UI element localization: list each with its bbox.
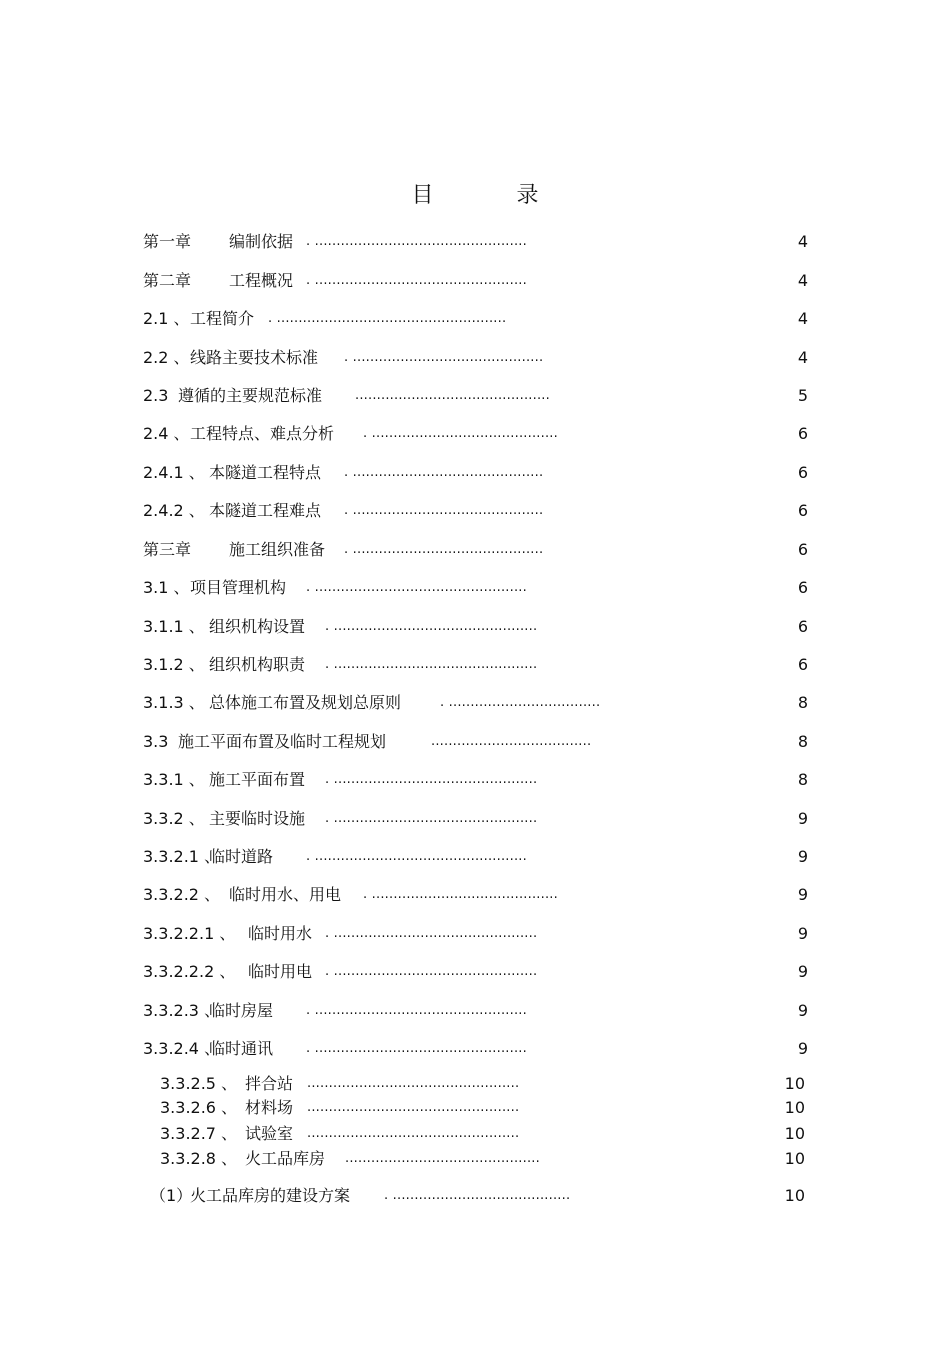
toc-entry[interactable] <box>143 768 808 792</box>
toc-entry-page-number: 4 <box>797 348 808 367</box>
toc-entry-leader-dots: . ..................................................... <box>268 311 507 326</box>
toc-entry-number: 2.1 、 <box>143 309 190 328</box>
toc-entry-leader-dots: . ............................................... <box>325 619 538 634</box>
toc-entry-number: 3.1.3 、 <box>143 693 205 712</box>
toc-entry[interactable] <box>143 845 808 869</box>
toc-entry-leader-dots: . ............................................... <box>325 657 538 672</box>
toc-entry-title: 编制依据 <box>229 232 294 251</box>
toc-entry[interactable] <box>160 1147 820 1171</box>
toc-entry-page-number: 9 <box>797 809 808 828</box>
toc-entry-number: 3.1.1 、 <box>143 617 205 636</box>
toc-entry-leader-dots: ............................................. <box>355 388 550 403</box>
toc-entry[interactable] <box>143 269 808 293</box>
toc-entry[interactable] <box>160 1122 820 1146</box>
toc-entry-leader-dots: ................................................. <box>307 1100 520 1115</box>
toc-entry-title: 总体施工布置及规划总原则 <box>209 693 402 712</box>
toc-entry-leader-dots: ................................................. <box>307 1076 520 1091</box>
toc-entry-title: 临时通讯 <box>209 1039 274 1058</box>
toc-entry-title: 工程特点、难点分析 <box>190 424 335 443</box>
toc-entry-leader-dots: . ................................................. <box>306 580 527 595</box>
toc-entry-title: 火工品库房 <box>245 1149 326 1168</box>
toc-entry-number: 3.3.2.4 、 <box>143 1039 221 1058</box>
toc-entry-page-number: 6 <box>797 540 808 559</box>
toc-entry-title: 工程概况 <box>229 271 294 290</box>
toc-entry-leader-dots: . ........................................... <box>363 426 558 441</box>
toc-entry-leader-dots: ..................................... <box>431 734 592 749</box>
toc-entry-title: 临时房屋 <box>209 1001 274 1020</box>
toc-entry-title: 材料场 <box>245 1098 294 1117</box>
toc-entry[interactable] <box>143 576 808 600</box>
toc-entry-page-number: 9 <box>797 1001 808 1020</box>
toc-entry-title: 临时道路 <box>209 847 274 866</box>
toc-entry-page-number: 10 <box>784 1074 805 1093</box>
toc-entry-title: 工程简介 <box>190 309 255 328</box>
toc-entry-leader-dots: ................................................. <box>307 1126 520 1141</box>
toc-entry-leader-dots: . ................................................. <box>306 1003 527 1018</box>
toc-entry-leader-dots: . ............................................... <box>325 964 538 979</box>
toc-entry-number: 第二章 <box>143 271 192 290</box>
toc-entry[interactable] <box>143 960 808 984</box>
toc-entry-number: 3.3.2.2.2 、 <box>143 962 236 981</box>
toc-entry[interactable] <box>143 883 808 907</box>
toc-entry-leader-dots: . ......................................... <box>384 1188 571 1203</box>
toc-entry-leader-dots: . ................................................. <box>306 1041 527 1056</box>
toc-entry-number: 3.3.2 、 <box>143 809 205 828</box>
toc-entry-page-number: 8 <box>797 693 808 712</box>
toc-entry-number: 3.3.2.7 、 <box>160 1124 238 1143</box>
toc-entry-title: 组织机构职责 <box>209 655 306 674</box>
toc-entry-leader-dots: . ................................... <box>440 695 601 710</box>
toc-entry-leader-dots: . ............................................... <box>325 811 538 826</box>
toc-entry-title: 遵循的主要规范标准 <box>178 386 323 405</box>
toc-entry-title: 试验室 <box>245 1124 294 1143</box>
toc-entry-number: 3.3.1 、 <box>143 770 205 789</box>
toc-entry[interactable] <box>143 307 808 331</box>
toc-entry[interactable] <box>143 999 808 1023</box>
toc-entry[interactable] <box>143 691 808 715</box>
toc-entry-page-number: 6 <box>797 463 808 482</box>
toc-entry-title: 线路主要技术标准 <box>190 348 319 367</box>
toc-entry-page-number: 9 <box>797 924 808 943</box>
toc-entry-title: 施工组织准备 <box>229 540 326 559</box>
toc-entry-leader-dots: . ................................................. <box>306 234 527 249</box>
toc-entry-title: 临时用水、用电 <box>229 885 342 904</box>
toc-entry-page-number: 9 <box>797 847 808 866</box>
toc-entry-number: 3.1.2 、 <box>143 655 205 674</box>
toc-entry[interactable] <box>143 615 808 639</box>
toc-entry[interactable] <box>160 1072 820 1096</box>
toc-entry-title: 组织机构设置 <box>209 617 306 636</box>
toc-entry-leader-dots: . ............................................... <box>325 772 538 787</box>
toc-entry-page-number: 9 <box>797 962 808 981</box>
toc-entry-number: 3.1 、 <box>143 578 190 597</box>
toc-entry-leader-dots: . ................................................. <box>306 849 527 864</box>
toc-entry-number: 3.3.2.5 、 <box>160 1074 238 1093</box>
toc-entry-leader-dots: ............................................. <box>345 1151 540 1166</box>
toc-entry[interactable] <box>143 384 808 408</box>
toc-entry[interactable] <box>143 922 808 946</box>
toc-entry-leader-dots: . ............................................ <box>344 465 544 480</box>
toc-entry-number: 3.3.2.8 、 <box>160 1149 238 1168</box>
toc-entry-number: 2.4.1 、 <box>143 463 205 482</box>
toc-entry-leader-dots: . ............................................ <box>344 503 544 518</box>
toc-entry[interactable] <box>143 1037 808 1061</box>
toc-entry-page-number: 10 <box>784 1149 805 1168</box>
toc-entry-number: 3.3.2.6 、 <box>160 1098 238 1117</box>
toc-entry-title: 拌合站 <box>245 1074 294 1093</box>
toc-entry[interactable] <box>143 653 808 677</box>
toc-entry-number: （1） <box>150 1186 193 1205</box>
toc-entry-page-number: 9 <box>797 1039 808 1058</box>
toc-entry-page-number: 8 <box>797 770 808 789</box>
toc-entry-title: 主要临时设施 <box>209 809 306 828</box>
toc-entry-title: 施工平面布置及临时工程规划 <box>178 732 387 751</box>
toc-entry-leader-dots: . ............................................... <box>325 926 538 941</box>
toc-entry-page-number: 10 <box>784 1186 805 1205</box>
toc-entry-page-number: 10 <box>784 1124 805 1143</box>
toc-entry-title: 临时用电 <box>248 962 313 981</box>
toc-entry-page-number: 8 <box>797 732 808 751</box>
toc-entry-number: 3.3 <box>143 732 169 751</box>
toc-entry-page-number: 6 <box>797 501 808 520</box>
toc-entry[interactable] <box>143 230 808 254</box>
toc-entry[interactable] <box>143 499 808 523</box>
toc-entry[interactable] <box>150 1184 810 1208</box>
page-title: 目 录 <box>411 183 577 208</box>
toc-entry-page-number: 4 <box>797 309 808 328</box>
toc-entry-number: 2.2 、 <box>143 348 190 367</box>
toc-entry-number: 3.3.2.3 、 <box>143 1001 221 1020</box>
toc-entry-title: 本隧道工程特点 <box>209 463 322 482</box>
toc-entry[interactable] <box>143 538 808 562</box>
toc-entry-title: 临时用水 <box>248 924 313 943</box>
toc-entry-number: 2.4.2 、 <box>143 501 205 520</box>
toc-entry-number: 3.3.2.1 、 <box>143 847 221 866</box>
toc-entry-leader-dots: . ............................................ <box>344 542 544 557</box>
toc-entry-page-number: 5 <box>797 386 808 405</box>
toc-entry-page-number: 9 <box>797 885 808 904</box>
toc-entry-title: 项目管理机构 <box>190 578 287 597</box>
toc-entry-number: 3.3.2.2 、 <box>143 885 221 904</box>
toc-entry[interactable] <box>143 422 808 446</box>
toc-entry-page-number: 6 <box>797 424 808 443</box>
toc-entry[interactable] <box>160 1096 820 1120</box>
toc-entry-leader-dots: . ............................................ <box>344 350 544 365</box>
toc-entry-title: 本隧道工程难点 <box>209 501 322 520</box>
toc-entry-page-number: 6 <box>797 617 808 636</box>
toc-entry-page-number: 4 <box>797 232 808 251</box>
toc-entry-number: 2.3 <box>143 386 169 405</box>
toc-entry[interactable] <box>143 807 808 831</box>
toc-entry-page-number: 10 <box>784 1098 805 1117</box>
toc-entry-page-number: 6 <box>797 655 808 674</box>
toc-entry-number: 3.3.2.2.1 、 <box>143 924 236 943</box>
toc-entry-page-number: 6 <box>797 578 808 597</box>
toc-entry[interactable] <box>143 730 808 754</box>
toc-entry-number: 第三章 <box>143 540 192 559</box>
toc-entry[interactable] <box>143 461 808 485</box>
toc-entry-leader-dots: . ........................................... <box>363 887 558 902</box>
toc-entry[interactable] <box>143 346 808 370</box>
toc-entry-title: 火工品库房的建设方案 <box>190 1186 351 1205</box>
toc-entry-number: 第一章 <box>143 232 192 251</box>
toc-entry-title: 施工平面布置 <box>209 770 306 789</box>
toc-entry-leader-dots: . ................................................. <box>306 273 527 288</box>
toc-entry-number: 2.4 、 <box>143 424 190 443</box>
toc-entry-page-number: 4 <box>797 271 808 290</box>
